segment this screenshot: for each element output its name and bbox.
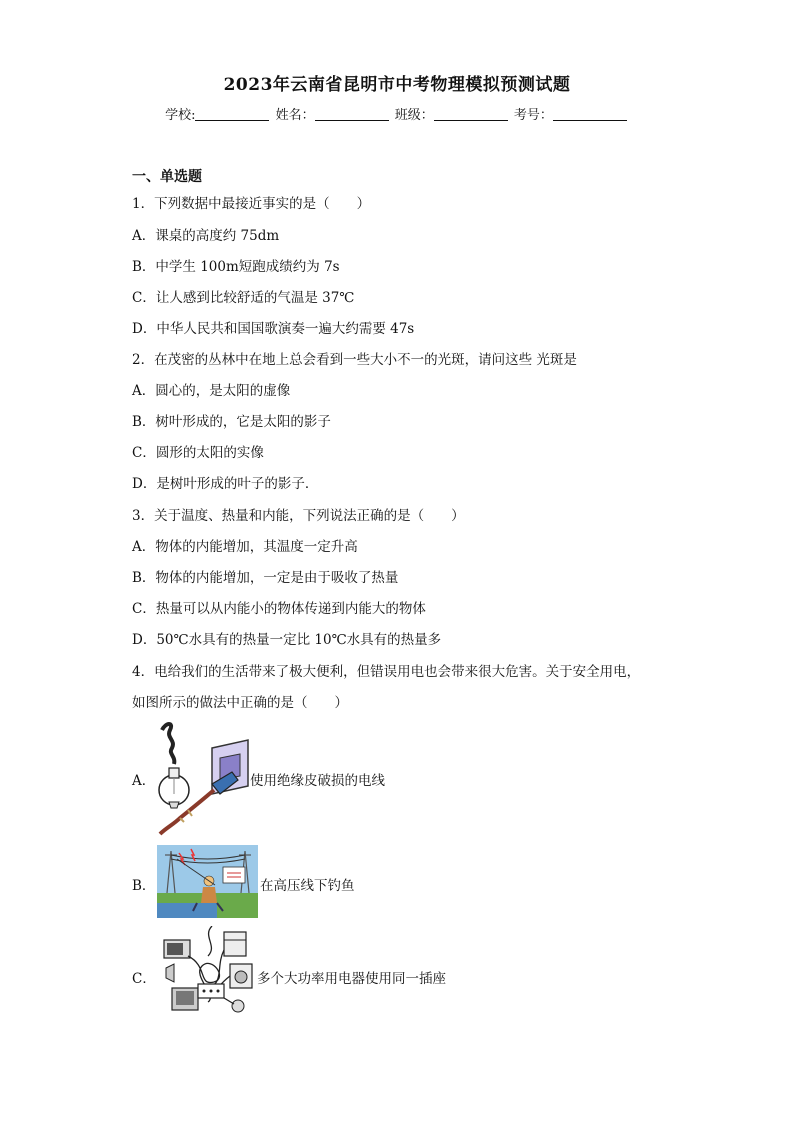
question-4-option-b-label[interactable]: B． (132, 878, 156, 894)
question-4-stem-line-2: 如图所示的做法中正确的是（ ） (132, 695, 348, 711)
question-3-option-b[interactable]: B．物体的内能增加，一定是由于吸收了热量 (132, 570, 399, 586)
exam-number-blank[interactable] (553, 108, 627, 121)
question-1-stem: 1．下列数据中最接近事实的是（ ） (132, 196, 371, 212)
question-2-option-d[interactable]: D．是树叶形成的叶子的影子． (132, 476, 319, 492)
question-3-option-c[interactable]: C．热量可以从内能小的物体传递到内能大的物体 (132, 601, 426, 617)
school-blank[interactable] (195, 108, 269, 121)
name-label: 姓名： (275, 108, 315, 123)
damaged-wire-bulb-illustration (150, 718, 252, 838)
overloaded-socket-illustration (158, 926, 262, 1018)
question-2-option-a[interactable]: A．圆心的，是太阳的虚像 (132, 383, 291, 399)
question-4-option-a-text[interactable]: 使用绝缘皮破损的电线 (250, 773, 385, 789)
page-title: 2023年云南省昆明市中考物理模拟预测试题 (223, 75, 571, 95)
exam-number-label: 考号： (513, 108, 553, 123)
question-2-stem: 2．在茂密的丛林中在地上总会看到一些大小不一的光斑，请问这些 光斑是 (132, 352, 577, 368)
question-2-option-b[interactable]: B．树叶形成的，它是太阳的影子 (132, 414, 331, 430)
question-1-option-d[interactable]: D．中华人民共和国国歌演奏一遍大约需要 47s (132, 321, 415, 337)
name-blank[interactable] (315, 108, 389, 121)
student-info-row (0, 104, 794, 123)
question-1-option-b[interactable]: B．中学生 100m短跑成绩约为 7s (132, 259, 340, 275)
question-4-option-c-label[interactable]: C． (132, 971, 156, 987)
question-2-option-c[interactable]: C．圆形的太阳的实像 (132, 445, 264, 461)
class-label: 班级： (394, 108, 434, 123)
question-4-option-b-text[interactable]: 在高压线下钓鱼 (260, 878, 355, 894)
section-title: 一、单选题 (132, 169, 202, 185)
question-4-option-c-text[interactable]: 多个大功率用电器使用同一插座 (257, 971, 446, 987)
school-label: 学校: (165, 108, 196, 123)
question-3-option-d[interactable]: D．50℃水具有的热量一定比 10℃水具有的热量多 (132, 632, 442, 648)
question-4-option-a-label[interactable]: A． (132, 773, 156, 789)
question-3-stem: 3．关于温度、热量和内能，下列说法正确的是（ ） (132, 508, 465, 524)
question-1-option-c[interactable]: C．让人感到比较舒适的气温是 37℃ (132, 290, 355, 306)
class-blank[interactable] (434, 108, 508, 121)
question-1-option-a[interactable]: A．课桌的高度约 75dm (132, 228, 280, 244)
fishing-under-power-line-illustration (157, 845, 258, 918)
question-4-stem-line-1: 4．电给我们的生活带来了极大便利，但错误用电也会带来很大危害。关于安全用电， (132, 664, 641, 680)
question-3-option-a[interactable]: A．物体的内能增加，其温度一定升高 (132, 539, 358, 555)
